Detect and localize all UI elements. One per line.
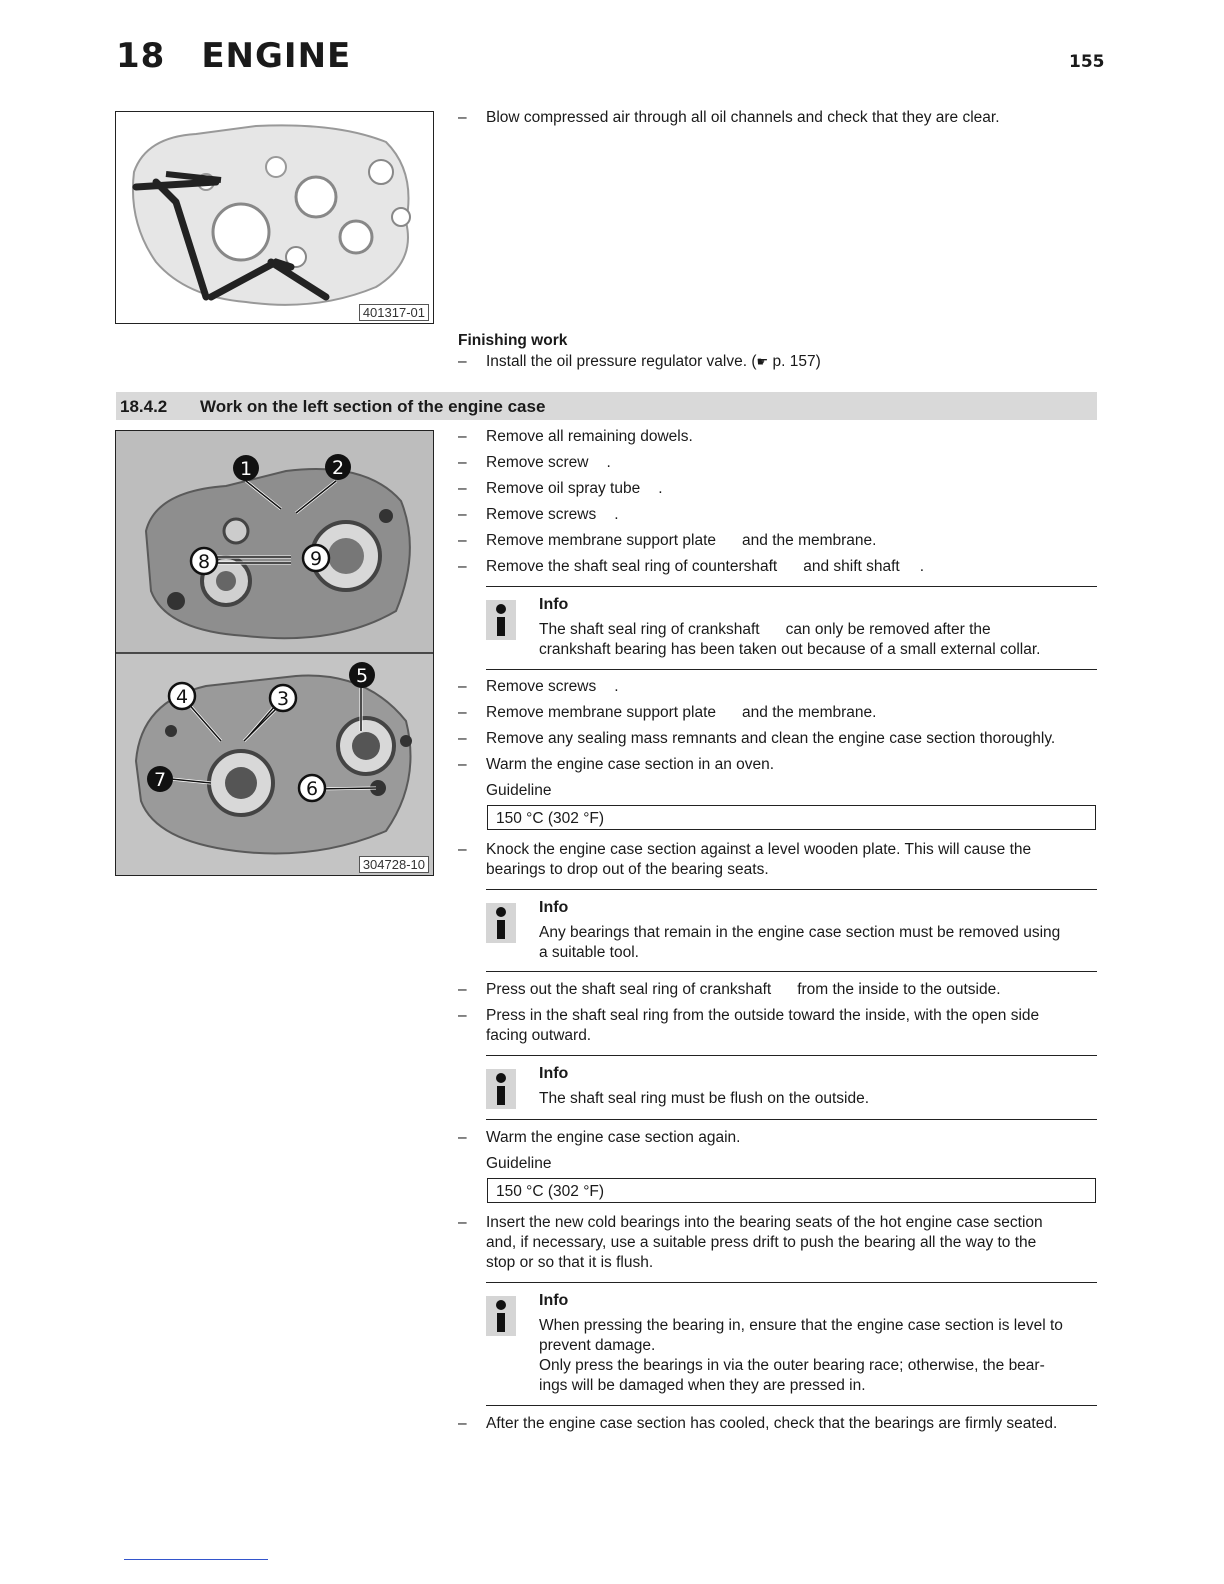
step-warm-again	[458, 1128, 741, 1148]
figure-caption: 304728-10	[359, 856, 429, 873]
callout-9	[303, 545, 329, 571]
info-line: The shaft seal ring of crankshaft	[539, 621, 760, 638]
step-remove-seal-rings: – Remove the shaft seal ring of countershaft and shift shaft .	[458, 558, 925, 575]
info-line: Only press the bearings in via the outer bearing race; otherwise, the bear-	[539, 1357, 1045, 1374]
info-title: Info	[539, 596, 569, 613]
step-text: Remove screws	[486, 678, 597, 695]
info-rule-bottom	[486, 1405, 1097, 1406]
info-text	[539, 1316, 1099, 1396]
step-dash: –	[458, 1007, 467, 1024]
callout-6	[299, 775, 325, 801]
guideline-label: Guideline	[486, 782, 552, 799]
step-text: Blow compressed air through all oil channels and check that they are clear.	[486, 109, 1000, 126]
callout-2	[325, 454, 351, 480]
step-text: Remove membrane support plate	[486, 704, 717, 721]
info-text	[539, 923, 1099, 963]
step-dash: –	[458, 1214, 467, 1231]
step-text: Remove all remaining dowels.	[486, 428, 693, 445]
info-title: Info	[539, 899, 569, 916]
callout-5	[349, 662, 375, 688]
step-text: bearings to drop out of the bearing seats.	[486, 861, 769, 878]
step-dash: –	[458, 353, 467, 370]
step-dash: –	[458, 506, 467, 523]
engine-case-illustration	[116, 112, 433, 323]
guideline-value-box: 150 °C (302 °F)	[487, 805, 1096, 830]
step-text: Remove membrane support plate	[486, 532, 717, 549]
step-warm-case	[458, 755, 775, 775]
step-text: Remove oil spray tube	[486, 480, 641, 497]
info-text	[539, 620, 1099, 660]
page-reference-link[interactable]: p. 157)	[768, 353, 821, 370]
step-text: After the engine case section has cooled, check that the bearings are firmly seated.	[486, 1415, 1058, 1432]
info-icon	[486, 1069, 516, 1109]
step-remove-screw: – Remove screw .	[458, 454, 611, 471]
step-dash: –	[458, 704, 467, 721]
svg-text:5: 5	[355, 665, 369, 687]
figure-left-engine-case	[115, 430, 434, 876]
step-text: from the inside to the outside.	[797, 981, 1001, 998]
info-rule-top	[486, 889, 1097, 890]
chapter-title: ENGINE	[201, 36, 352, 76]
pointing-hand-icon: ☛	[756, 354, 769, 369]
step-dash: –	[458, 480, 467, 497]
step-remove-dowels	[458, 427, 693, 447]
step-dash: –	[458, 730, 467, 747]
step-knock-case	[458, 840, 1032, 880]
step-text: Install the oil pressure regulator valve. (	[486, 353, 757, 370]
svg-text:2: 2	[331, 457, 345, 479]
step-text: stop or so that it is flush.	[486, 1254, 654, 1271]
step-remove-screws-1: – Remove screws .	[458, 506, 619, 523]
callout-4	[169, 683, 195, 709]
info-rule-top	[486, 1282, 1097, 1283]
info-rule-top	[486, 1055, 1097, 1056]
info-line: can only be removed after the	[785, 621, 991, 638]
step-text: Remove any sealing mass remnants and clean the engine case section thoroughly.	[486, 730, 1056, 747]
chapter-number: 18	[116, 36, 166, 76]
step-dash: –	[458, 981, 467, 998]
step-text: and the membrane.	[742, 532, 877, 549]
step-remove-screws-2: – Remove screws .	[458, 678, 619, 695]
step-dash: –	[458, 558, 467, 575]
svg-text:8: 8	[197, 551, 211, 573]
step-install-valve	[458, 352, 821, 372]
svg-text:9: 9	[309, 548, 323, 570]
step-dash: –	[458, 841, 467, 858]
info-icon	[486, 600, 516, 640]
step-text: Remove the shaft seal ring of countershaft	[486, 558, 778, 575]
step-text: Warm the engine case section in an oven.	[486, 756, 775, 773]
step-press-in-seal	[458, 1006, 1040, 1046]
info-title: Info	[539, 1065, 569, 1082]
step-text: facing outward.	[486, 1027, 592, 1044]
info-rule-top	[486, 586, 1097, 587]
callout-8	[191, 548, 217, 574]
chapter-heading	[116, 36, 351, 76]
info-rule-bottom	[486, 1119, 1097, 1120]
step-press-out-seal	[458, 980, 1001, 1000]
footnote-divider	[124, 1559, 268, 1560]
svg-text:7: 7	[153, 769, 167, 791]
step-text: Remove screw	[486, 454, 589, 471]
info-icon	[486, 903, 516, 943]
step-dash: –	[458, 1129, 467, 1146]
svg-text:1: 1	[239, 458, 253, 480]
info-line: crankshaft bearing has been taken out because of a small external collar.	[539, 641, 1041, 658]
figure-engine-case-oil-channels	[115, 111, 434, 324]
info-title: Info	[539, 1292, 569, 1309]
finishing-work-heading: Finishing work	[458, 332, 568, 349]
step-insert-bearings	[458, 1213, 1043, 1273]
info-line: Any bearings that remain in the engine case section must be removed using	[539, 924, 1061, 941]
info-line: ings will be damaged when they are pressed in.	[539, 1377, 866, 1394]
svg-text:3: 3	[276, 688, 290, 710]
step-blow-air	[458, 108, 1000, 128]
step-text: Insert the new cold bearings into the bearing seats of the hot engine case section	[486, 1214, 1043, 1231]
step-dash: –	[458, 756, 467, 773]
step-text: Press in the shaft seal ring from the outside toward the inside, with the open side	[486, 1007, 1040, 1024]
figure-caption: 401317-01	[359, 304, 429, 321]
step-text: Press out the shaft seal ring of crankshaft	[486, 981, 772, 998]
guideline-value-box-2: 150 °C (302 °F)	[487, 1178, 1096, 1203]
svg-text:6: 6	[305, 778, 319, 800]
section-title: Work on the left section of the engine case	[200, 397, 546, 416]
callout-3	[270, 685, 296, 711]
step-check-bearings	[458, 1414, 1058, 1434]
info-text: The shaft seal ring must be flush on the outside.	[539, 1090, 869, 1107]
info-rule-bottom	[486, 669, 1097, 670]
svg-text:4: 4	[175, 686, 189, 708]
step-remove-membrane-plate-2	[458, 703, 877, 723]
step-dash: –	[458, 532, 467, 549]
info-line: prevent damage.	[539, 1337, 656, 1354]
engine-case-photos	[116, 431, 433, 875]
page-number: 155	[1069, 52, 1105, 72]
step-text: Warm the engine case section again.	[486, 1129, 741, 1146]
step-dash: –	[458, 1415, 467, 1432]
step-dash: –	[458, 454, 467, 471]
info-line: a suitable tool.	[539, 944, 639, 961]
step-text: Remove screws	[486, 506, 597, 523]
info-icon	[486, 1296, 516, 1336]
section-number: 18.4.2	[120, 397, 168, 416]
step-text: and shift shaft	[803, 558, 900, 575]
callout-1	[233, 455, 259, 481]
info-line: When pressing the bearing in, ensure that the engine case section is level to	[539, 1317, 1063, 1334]
step-dash: –	[458, 109, 467, 126]
section-heading-bar	[116, 392, 1097, 420]
guideline-label-2: Guideline	[486, 1155, 552, 1172]
step-text: and the membrane.	[742, 704, 877, 721]
info-rule-bottom	[486, 971, 1097, 972]
step-dash: –	[458, 678, 467, 695]
step-remove-membrane-plate-1	[458, 531, 877, 551]
step-text: Knock the engine case section against a level wooden plate. This will cause the	[486, 841, 1032, 858]
step-dash: –	[458, 428, 467, 445]
step-clean-case	[458, 729, 1056, 749]
step-remove-spray-tube: – Remove oil spray tube .	[458, 480, 663, 497]
callout-7	[147, 766, 173, 792]
step-text: and, if necessary, use a suitable press drift to push the bearing all the way to the	[486, 1234, 1037, 1251]
